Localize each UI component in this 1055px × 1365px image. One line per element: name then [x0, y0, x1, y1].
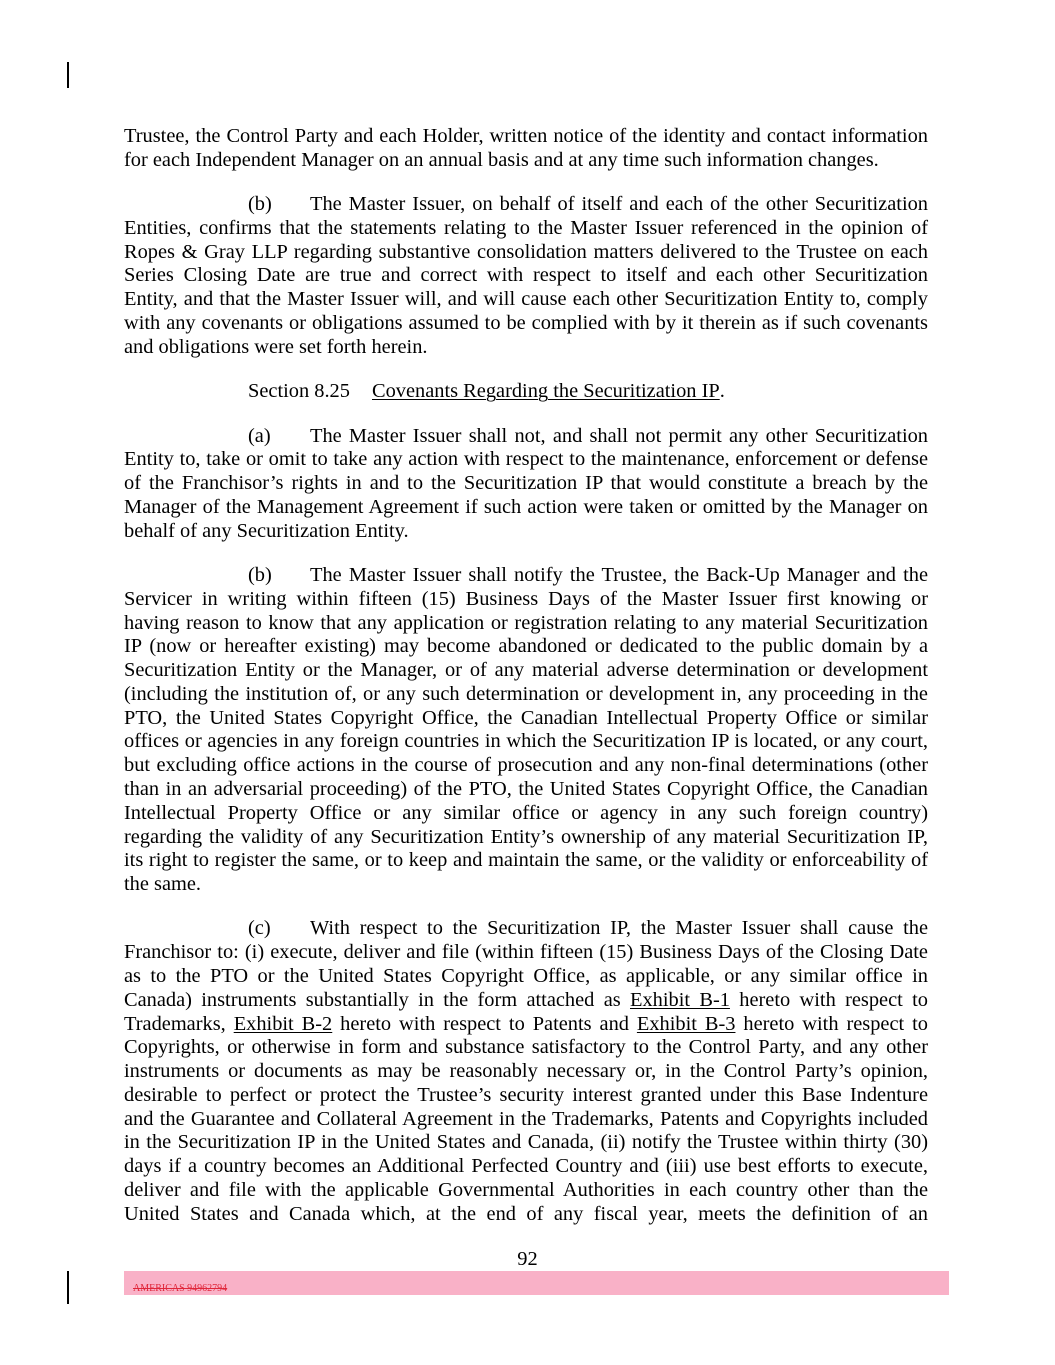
first-line: [124, 564, 928, 588]
page-number: 92: [517, 1248, 538, 1270]
text-line: With respect to the Securitization IP, the Master Issuer shall cause the: [310, 917, 928, 940]
text-line: Intellectual Property Office or any similar office or agency in any such foreign country): [124, 801, 928, 824]
text-line: and obligations were set forth herein.: [124, 335, 428, 358]
text-line: behalf of any Securitization Entity.: [124, 519, 409, 542]
first-line: [124, 425, 928, 449]
text-line: its right to register the same, or to keep and maintain the same, or the validity or enforceability of: [124, 849, 928, 872]
text-line: than in an adversarial proceeding) of the PTO, the United States Copyright Office, the Canadian: [124, 778, 928, 800]
text-line: The Master Issuer shall not, and shall not permit any other Securitization: [310, 424, 928, 447]
subsection-label: (b): [248, 564, 272, 587]
text-line: in the Securitization IP in the United States and Canada, (ii) notify the Trustee within thirty (30): [124, 1131, 928, 1154]
subsection-label: (c): [248, 917, 271, 940]
footer-bar: [124, 1271, 949, 1295]
subsection-c: [124, 917, 928, 1226]
text-line: Copyrights, or otherwise in form and substance satisfactory to the Control Party, and any other: [124, 1036, 928, 1059]
exhibit-b-3-reference: Exhibit B-3: [636, 1012, 736, 1035]
text-line: regarding the validity of any Securitization Entity’s ownership of any material Securitization IP,: [124, 825, 928, 848]
subsection-label: (a): [248, 424, 271, 447]
text-line: IP (now or hereafter existing) may become abandoned or dedicated to the public domain by a: [124, 635, 928, 658]
subsection-b-opinion: [124, 193, 928, 359]
section-title: Covenants Regarding the Securitization IP: [372, 380, 720, 403]
section-heading: [124, 380, 928, 404]
text-line: United States and Canada which, at the end of any fiscal year, meets the definition of an: [124, 1202, 928, 1225]
subsection-a: [124, 425, 928, 544]
text-line: Franchisor to: (i) execute, deliver and file (within fifteen (15) Business Days of the Closing Date: [124, 941, 928, 964]
text-line: [124, 1013, 928, 1037]
section-number: Section 8.25: [248, 380, 350, 403]
text-line: Ropes & Gray LLP regarding substantive consolidation matters delivered to the Trustee on each: [124, 240, 928, 263]
body-text: [124, 125, 928, 1247]
text-line: desirable to perfect or protect the Trustee’s security interest granted under this Base Indenture: [124, 1083, 928, 1106]
document-id: AMERICAS 94962794: [133, 1283, 228, 1294]
text-line: the same.: [124, 873, 202, 896]
revision-bar-top: [67, 62, 69, 88]
text-line: The Master Issuer, on behalf of itself and each of the other Securitization: [310, 193, 928, 216]
text-line: PTO, the United States Copyright Office, the Canadian Intellectual Property Office or similar: [124, 706, 928, 729]
exhibit-b-1-reference: Exhibit B-1: [630, 988, 730, 1011]
text-line: [124, 989, 928, 1013]
revision-bar-bottom: [67, 1271, 69, 1304]
text-line: Securitization Entity or the Manager, or of any material adverse determination or development: [124, 659, 928, 682]
heading-line: [124, 380, 928, 404]
section-title-suffix: .: [719, 380, 725, 403]
text-line: Entity, and that the Master Issuer will, and will cause each other Securitization Entity to, comply: [124, 288, 928, 311]
text-line: of the Franchisor’s rights in and to the Securitization IP that would constitute a breach by the: [124, 472, 928, 495]
text-segment: hereto with respect to: [729, 988, 928, 1011]
text-line: Trustee, the Control Party and each Holder, written notice of the identity and contact information: [124, 125, 928, 147]
text-line: but excluding office actions in the course of prosecution and any non-final determinations (other: [124, 754, 928, 777]
text-line: Servicer in writing within fifteen (15) Business Days of the Master Issuer first knowing or: [124, 587, 928, 610]
text-line: with any covenants or obligations assumed to be complied with by it therein as if such covenants: [124, 312, 928, 335]
text-line: (including the institution of, or any such determination or development in, any proceeding in the: [124, 682, 928, 705]
text-line: The Master Issuer shall notify the Trustee, the Back-Up Manager and the: [310, 564, 928, 587]
text-segment: Canada) instruments substantially in the form attached as: [124, 988, 630, 1011]
text-line: instruments or documents as may be reasonably necessary or, in the Control Party’s opinion,: [124, 1060, 928, 1083]
text-segment: hereto with respect to Patents and: [332, 1012, 637, 1035]
paragraph-continued: [124, 125, 928, 173]
first-line: [124, 193, 928, 217]
text-line: offices or agencies in any foreign countries in which the Securitization IP is located, or any court,: [124, 730, 928, 753]
first-line: [124, 917, 928, 941]
text-line: Entity to, take or omit to take any action with respect to the maintenance, enforcement or defense: [124, 448, 928, 471]
text-line: having reason to know that any application or registration relating to any material Securitization: [124, 611, 928, 634]
text-line: Series Closing Date are true and correct with respect to itself and each other Securitization: [124, 264, 928, 287]
text-segment: Trademarks,: [124, 1012, 234, 1035]
text-line: deliver and file with the applicable Governmental Authorities in each country other than the: [124, 1178, 928, 1201]
text-line: as to the PTO or the United States Copyright Office, as applicable, or any similar office in: [124, 965, 928, 988]
text-line: days if a country becomes an Additional Perfected Country and (iii) use best efforts to execute,: [124, 1155, 928, 1178]
text-segment: hereto with respect to: [735, 1012, 928, 1035]
subsection-b: [124, 564, 928, 897]
text-line: Entities, confirms that the statements relating to the Master Issuer referenced in the opinion of: [124, 216, 928, 239]
exhibit-b-2-reference: Exhibit B-2: [233, 1012, 333, 1035]
subsection-label: (b): [248, 193, 272, 216]
text-line: Manager of the Management Agreement if such action were taken or omitted by the Manager on: [124, 495, 928, 518]
text-line: and the Guarantee and Collateral Agreement in the Trademarks, Patents and Copyrights included: [124, 1107, 928, 1130]
text-line: for each Independent Manager on an annual basis and at any time such information changes.: [124, 148, 879, 171]
